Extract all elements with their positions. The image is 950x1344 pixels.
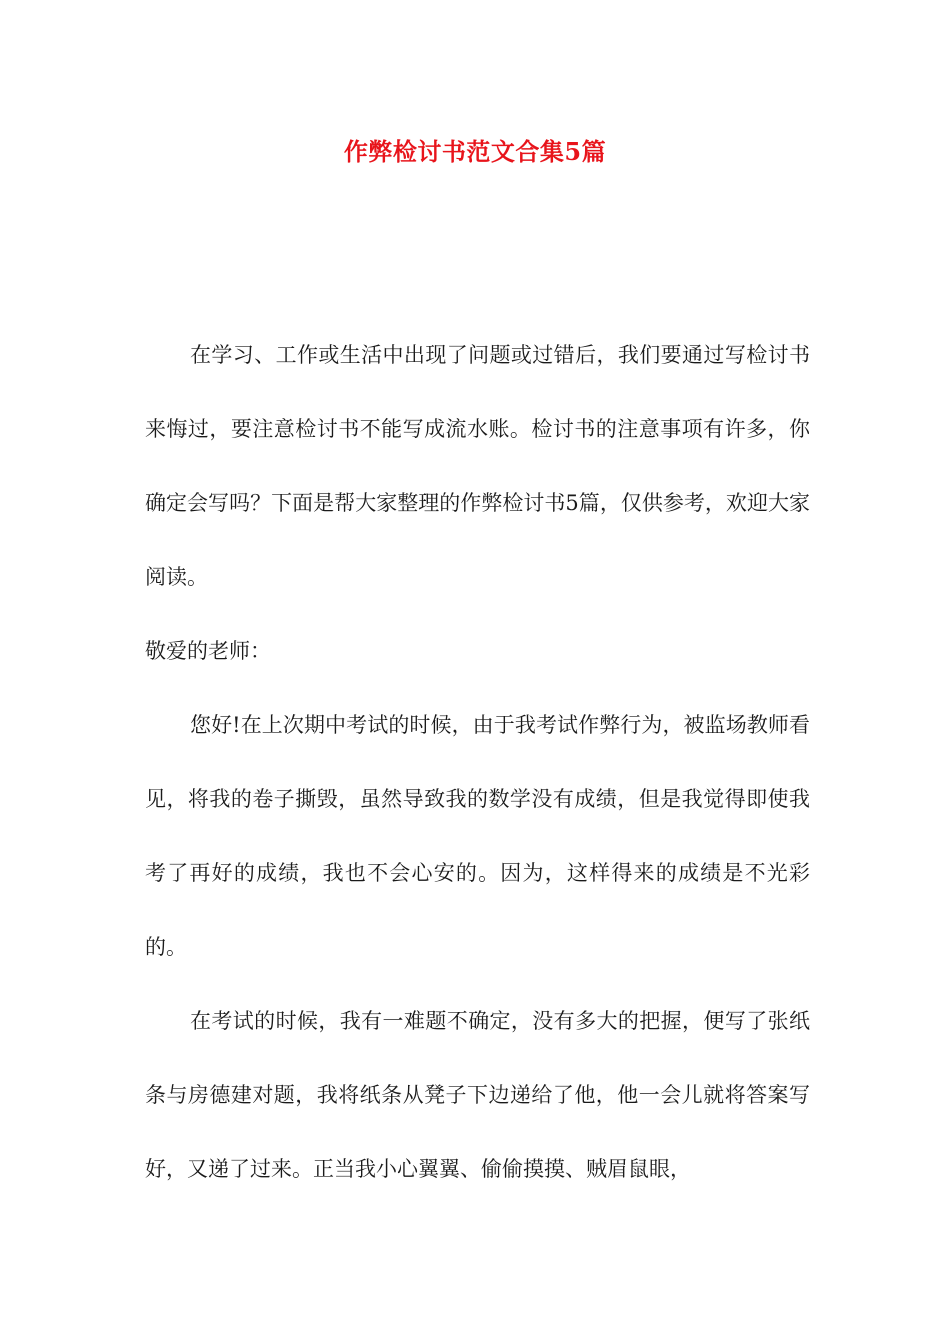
document-body xyxy=(145,318,810,1206)
salutation: 敬爱的老师： xyxy=(145,639,271,663)
body-paragraph: 您好!在上次期中考试的时候，由于我考试作弊行为，被监场教师看见，将我的卷子撕毁，虽然导致我的数学没有成绩，但是我觉得即使我考了再好的成绩，我也不会心安的。因为，这样得来的成绩是不光彩的。 xyxy=(145,713,810,959)
document-title: 作弊检讨书范文合集5篇 xyxy=(343,137,607,166)
body-paragraph: 在考试的时候，我有一难题不确定，没有多大的把握，便写了张纸条与房德建对题，我将纸条从凳子下边递给了他，他一会儿就将答案写好，又递了过来。正当我小心翼翼、偷偷摸摸、贼眉鼠眼， xyxy=(145,1009,810,1181)
intro-paragraph: 在学习、工作或生活中出现了问题或过错后，我们要通过写检讨书来悔过，要注意检讨书不能写成流水账。检讨书的注意事项有许多，你确定会写吗？下面是帮大家整理的作弊检讨书5篇，仅供参考，欢迎大家阅读。 xyxy=(145,343,810,589)
